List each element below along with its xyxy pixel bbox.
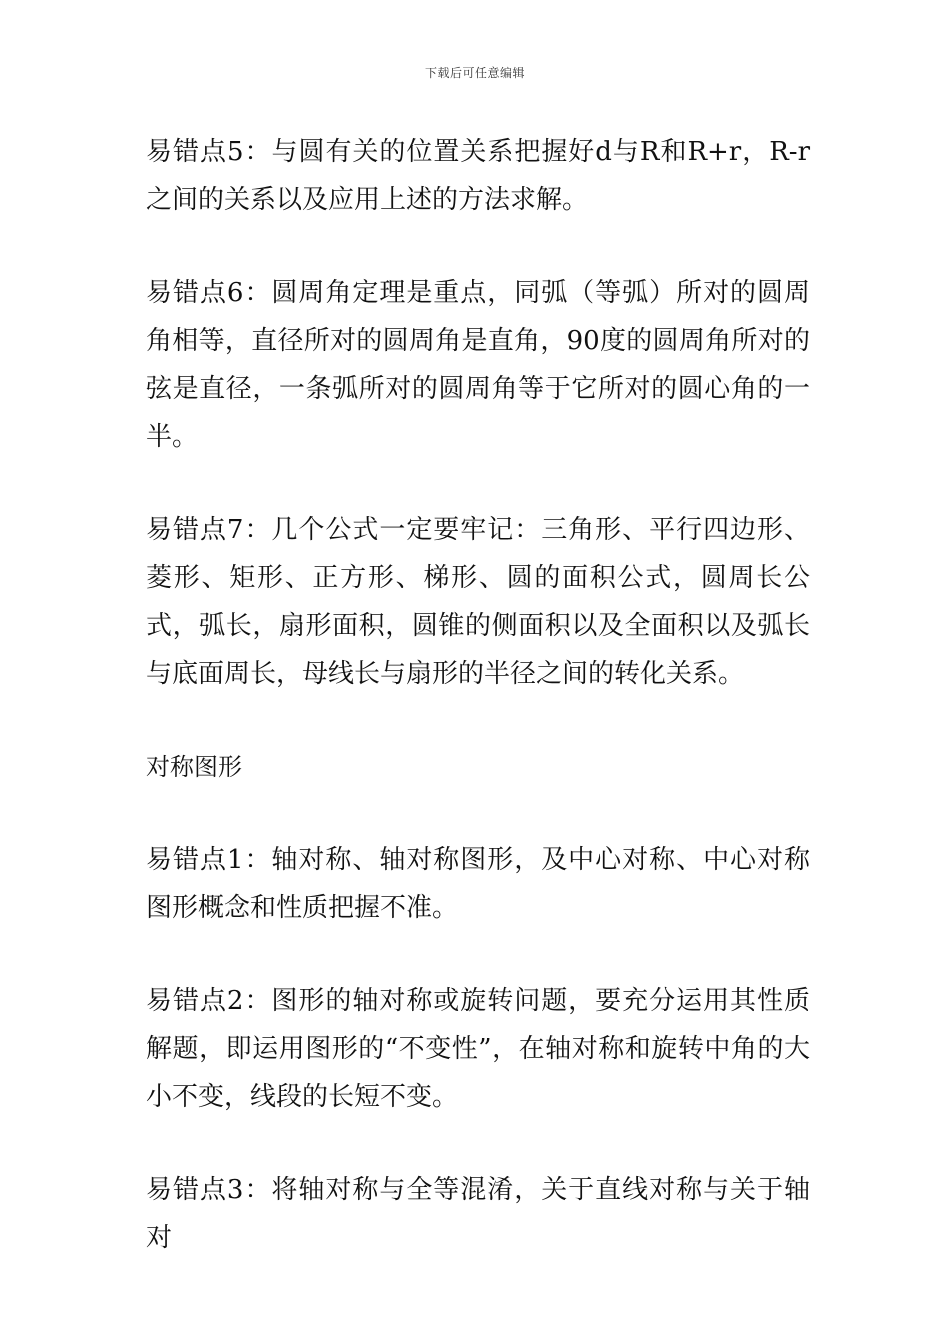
page-header: 下载后可任意编辑 (424, 66, 525, 80)
document-body (146, 128, 810, 1262)
paragraph-symmetry-error-point-3: 易错点3：将轴对称与全等混淆，关于直线对称与关于轴对 (146, 1175, 810, 1253)
paragraph-error-point-6: 易错点6：圆周角定理是重点，同弧（等弧）所对的圆周角相等，直径所对的圆周角是直角，90度的圆周角所对的弦是直径，一条弧所对的圆周角等于它所对的圆心角的一半。 (146, 278, 810, 452)
section-heading-symmetric-figures: 对称图形 (146, 753, 242, 781)
paragraph-error-point-7: 易错点7：几个公式一定要牢记：三角形、平行四边形、菱形、矩形、正方形、梯形、圆的面积公式，圆周长公式，弧长，扇形面积，圆锥的侧面积以及全面积以及弧长与底面周长，母线长与扇形的半径之间的转化关系。 (146, 515, 810, 689)
paragraph-symmetry-error-point-2: 易错点2：图形的轴对称或旋转问题，要充分运用其性质解题，即运用图形的“不变性”，在轴对称和旋转中角的大小不变，线段的长短不变。 (146, 986, 810, 1112)
paragraph-symmetry-error-point-1: 易错点1：轴对称、轴对称图形，及中心对称、中心对称图形概念和性质把握不准。 (146, 845, 810, 923)
paragraph-error-point-5: 易错点5：与圆有关的位置关系把握好d与R和R+r，R-r之间的关系以及应用上述的方法求解。 (146, 137, 810, 215)
